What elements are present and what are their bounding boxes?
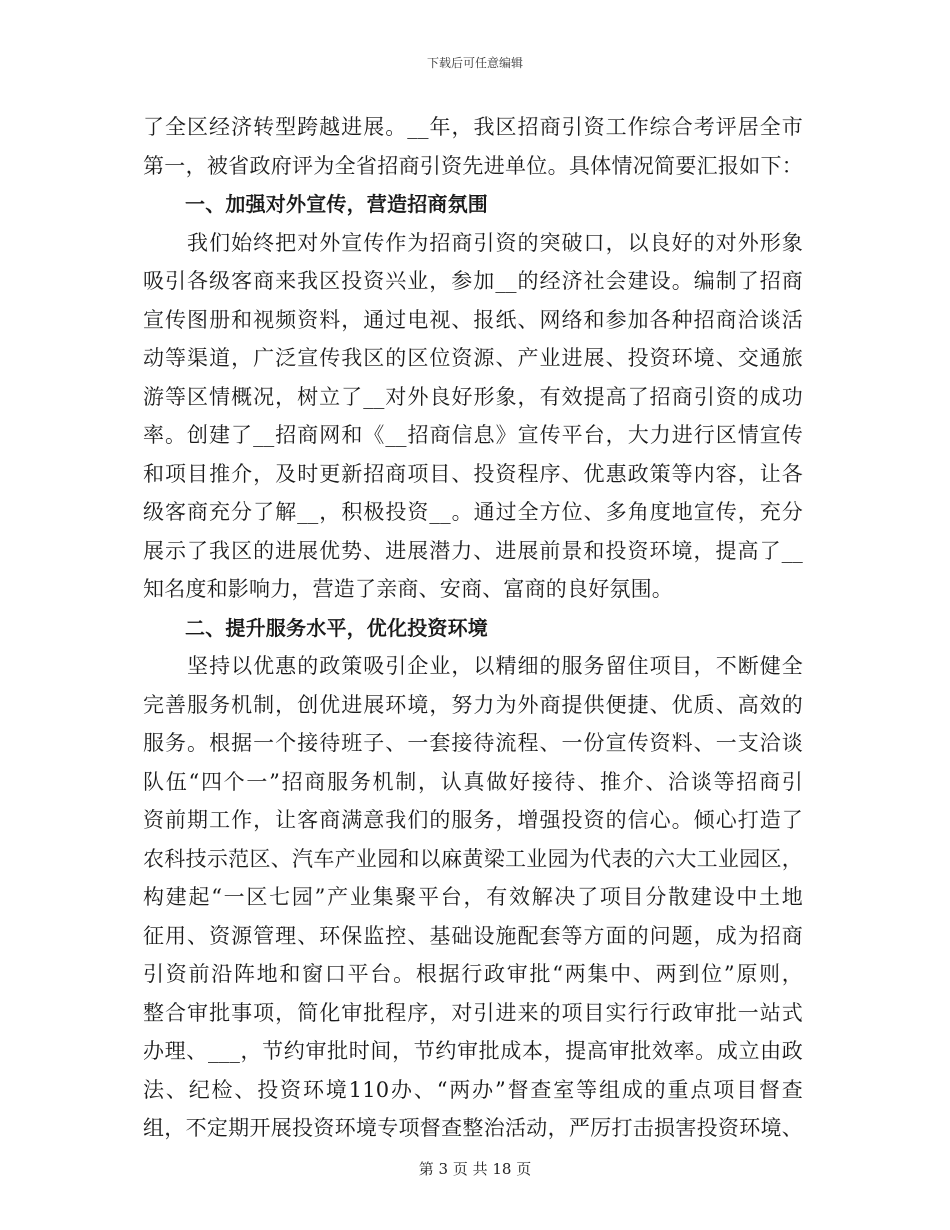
body-line: 第一，被省政府评为全省招商引资先进单位。具体情况简要汇报如下： [143,153,803,178]
body-line: 吸引各级客商来我区投资兴业，参加__的经济社会建设。编制了招商 [143,269,803,293]
body-line: 整合审批事项，简化审批程序，对引进来的项目实行行政审批一站式 [143,1000,803,1025]
body-line: 组，不定期开展投资环境专项督查整治活动，严厉打击损害投资环境、 [143,1116,803,1140]
body-line: 办理、___，节约审批时间，节约审批成本，提高审批效率。成立由政 [143,1039,803,1063]
body-line: 资前期工作，让客商满意我们的服务，增强投资的信心。倾心打造了 [143,808,803,832]
body-line: 完善服务机制，创优进展环境，努力为外商提供便捷、优质、高效的 [143,692,803,717]
page-header: 下载后可任意编辑 [426,56,523,70]
body-line: 级客商充分了解__，积极投资__。通过全方位、多角度地宣传，充分 [143,500,803,524]
body-line: 构建起“一区七园”产业集聚平台，有效解决了项目分散建设中土地 [143,885,803,909]
body-line: 宣传图册和视频资料，通过电视、报纸、网络和参加各种招商洽谈活 [143,307,803,332]
body-line: 农科技示范区、汽车产业园和以麻黄梁工业园为代表的六大工业园区， [143,846,803,871]
body-line: 服务。根据一个接待班子、一套接待流程、一份宣传资料、一支洽谈 [143,731,803,755]
body-line: 率。创建了__招商网和《__招商信息》宣传平台，大力进行区情宣传 [143,423,803,447]
document-body [143,108,803,1148]
body-line: 法、纪检、投资环境110办、“两办”督查室等组成的重点项目督查 [143,1077,803,1102]
body-line: 游等区情概况，树立了__对外良好形象，有效提高了招商引资的成功 [143,384,803,409]
body-line: 坚持以优惠的政策吸引企业，以精细的服务留住项目，不断健全 [143,654,803,678]
body-line: 展示了我区的进展优势、进展潜力、进展前景和投资环境，提高了__ [143,538,803,563]
body-line: 征用、资源管理、环保监控、基础设施配套等方面的问题，成为招商 [143,923,803,948]
section-heading-1: 一、加强对外宣传，营造招商氛围 [185,192,488,216]
body-line: 队伍“四个一”招商服务机制，认真做好接待、推介、洽谈等招商引 [143,769,803,794]
page-footer: 第 3 页 共 18 页 [418,1160,532,1178]
body-line: 了全区经济转型跨越进展。__年，我区招商引资工作综合考评居全市 [143,115,803,139]
body-line: 引资前沿阵地和窗口平台。根据行政审批“两集中、两到位”原则， [143,962,803,986]
body-line: 动等渠道，广泛宣传我区的区位资源、产业进展、投资环境、交通旅 [143,346,803,370]
body-line: 和项目推介，及时更新招商项目、投资程序、优惠政策等内容，让各 [143,461,803,486]
section-heading-2: 二、提升服务水平，优化投资环境 [185,615,488,640]
body-line: 我们始终把对外宣传作为招商引资的突破口，以良好的对外形象 [143,230,803,255]
body-line: 知名度和影响力，营造了亲商、安商、富商的良好氛围。 [143,577,673,601]
